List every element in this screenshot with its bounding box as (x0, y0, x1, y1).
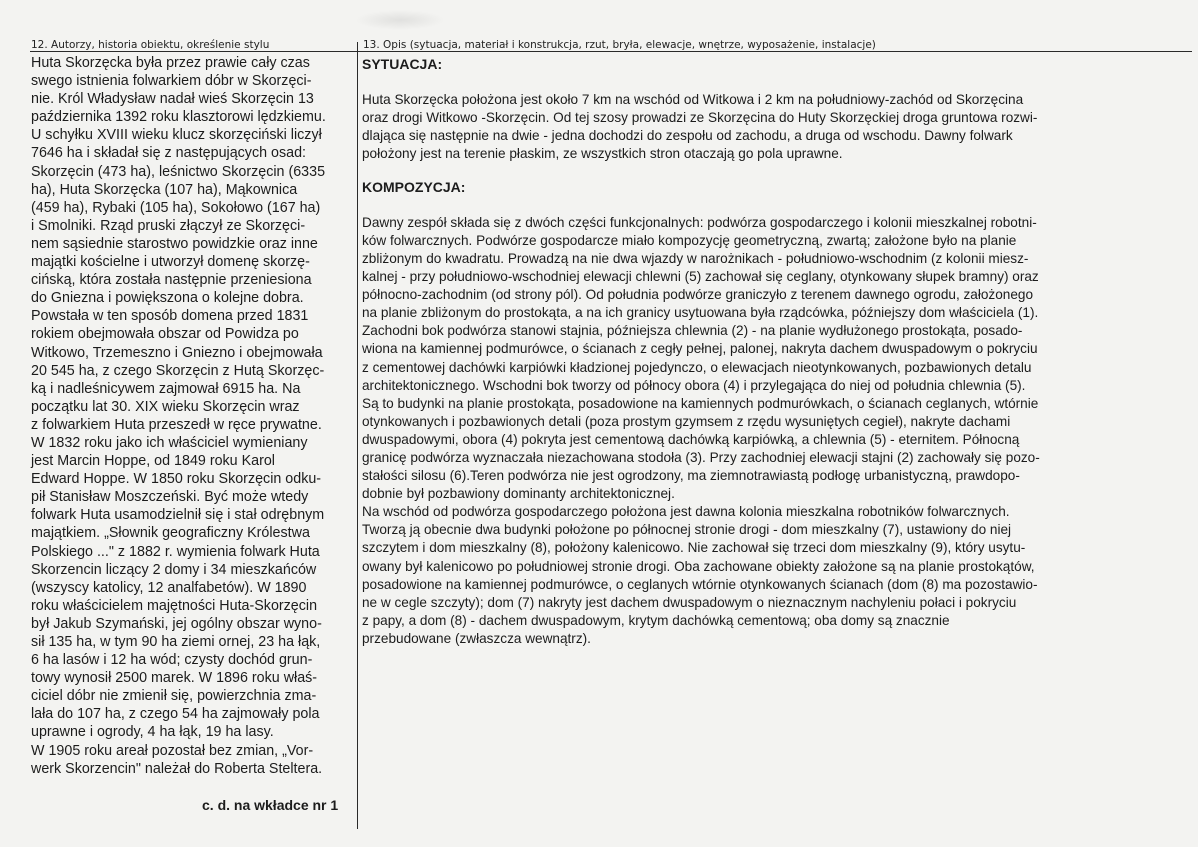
section-13-header: 13. Opis (sytuacja, materiał i konstrukcja, rzut, bryła, elewacje, wnętrze, wyposażenie, instalacje) (363, 39, 876, 51)
kompozycja-line: dwuspadowymi, obora (4) pokryta jest cementową dachówką karpiówką, a chlewnia (5) - eternitem. Północną (362, 431, 1020, 447)
kompozycja-line: otynkowanych i pozbawionych detali (poza prostym gzymsem z rzędu wysuniętych cegieł), nakryte dachami (362, 413, 1011, 429)
history-line: Skorzęcin (473 ha), leśnictwo Skorzęcin (6335 (31, 163, 326, 180)
scan-smudge (355, 10, 445, 30)
sytuacja-line: dlająca się następnie na dwie - jedna dochodzi do zespołu od zachodu, a druga od wschodu. Dawny folwark (362, 128, 1013, 144)
history-line: Skorzencin liczący 2 domy i 34 mieszkańców (31, 561, 317, 578)
kompozycja-line: Tworzą ją obecnie dwa budynki położone po północnej stronie drogi - dom mieszkalny (7), ustawiony do niej (362, 522, 1012, 538)
history-line: z folwarkiem Huta przeszedł w ręce prywatne. (31, 416, 322, 433)
kompozycja-line: północno-zachodnim (od strony pól). Od południa podwórze graniczyło z terenem dawnego ogrodu, założonego (362, 287, 1034, 303)
history-line: Polskiego ..." z 1882 r. wymienia folwark Huta (31, 543, 320, 560)
kompozycja-line: dobnie był pozbawiony dominanty architektonicznej. (362, 486, 675, 502)
history-line: ha), Huta Skorzęcka (107 ha), Mąkownica (31, 181, 298, 198)
kompozycja-line: na planie zbliżonym do prostokąta, a na ich granicy usytuowana była rządcówka, późniejszy dom właściciela (1). (362, 305, 1039, 321)
history-line: uprawne i ogrody, 4 ha łąk, 19 ha lasy. (31, 724, 274, 741)
kompozycja-line: zbliżonym do kwadratu. Prowadzą na nie dwa wjazdy w narożnikach - południowo-wschodnim (z kolonii miesz- (362, 250, 1029, 266)
history-line: nie. Król Władysław nadał wieś Skorzęcin 13 (31, 91, 314, 108)
description-text (362, 55, 1152, 648)
history-line: roku właścicielem majętności Huta-Skorzęcin (31, 597, 318, 614)
history-line: rokiem obejmowała obszar od Powidza po (31, 326, 299, 343)
section-12-header: 12. Autorzy, historia obiektu, określenie stylu (31, 39, 270, 51)
history-line: października 1392 roku klasztorowi lędzkiemu. (31, 109, 326, 126)
history-line: cińską, która została następnie przeniesiona (31, 272, 312, 289)
kompozycja-line: z papy, a dom (8) - dachem dwuspadowym, krytym dachówką cementową; oba domy są znacznie (362, 612, 950, 628)
history-line: ką i nadleśnicywem zajmował 6915 ha. Na (31, 380, 301, 397)
history-line: W 1832 roku jako ich właściciel wymieniany (31, 434, 308, 451)
history-line: Witkowo, Trzemeszno i Gniezno i obejmowała (31, 344, 323, 361)
kompozycja-line: owany był kalenicowo po południowej stronie drogi. Oba zachowane obiekty założone są na planie prostokątów, (362, 558, 1035, 574)
sytuacja-heading: SYTUACJA: (362, 56, 443, 72)
history-line: folwark Huta usamodzielnił się i stał odrębnym (31, 507, 325, 524)
history-line: i Smolniki. Rząd pruski złączył ze Skorzęci- (31, 217, 306, 234)
history-line: 6 ha lasów i 12 ha wód; czysty dochód grun- (31, 652, 313, 669)
history-line: majątki kościelne i utworzył domenę skorzę- (31, 254, 310, 271)
history-line: Edward Hoppe. W 1850 roku Skorzęcin odku- (31, 471, 322, 488)
kompozycja-line: ków folwarcznych. Podwórze gospodarcze miało kompozycję geometryczną, zwartą; założone było na planie (362, 232, 1017, 248)
history-line: pił Stanisław Moszczeński. Być może wtedy (31, 489, 309, 506)
kompozycja-line: szczytem i dom mieszkalny (8), położony kalenicowo. Nie zachował się trzeci dom mieszkalny (9), który usytu- (362, 540, 1026, 556)
history-line: ciciel dóbr nie zmienił się, powierzchnia zma- (31, 688, 317, 705)
kompozycja-line: architektonicznego. Wschodni bok tworzy od północy obora (4) i przylegająca do niej od południa chlewnia (5). (362, 377, 1026, 393)
kompozycja-line: ne w cegle szczyty); dom (7) nakryty jest dachem dwuspadowym o nieznacznym nachyleniu połaci i pokryciu (362, 594, 1017, 610)
history-line: nem sąsiednie starostwo powidzkie oraz inne (31, 235, 318, 252)
history-line: (wszyscy katolicy, 12 analfabetów). W 1890 (31, 579, 307, 596)
history-line: był Jakub Szymański, jej ogólny obszar wyno- (31, 615, 322, 632)
history-line: U schyłku XVIII wieku klucz skorzęciński liczył (31, 127, 322, 144)
history-line: majątkiem. „Słownik geograficzny Królestwa (31, 525, 310, 542)
sytuacja-paragraph (362, 91, 1152, 163)
kompozycja-line: Zachodni bok podwórza stanowi stajnia, późniejsza chlewnia (2) - na planie wydłużonego prostokąta, posado- (362, 323, 1023, 339)
history-line: W 1905 roku areał pozostał bez zmian, „Vor- (31, 742, 314, 759)
kompozycja-line: przebudowane (zwłaszcza wewnątrz). (362, 630, 591, 646)
kompozycja-line: z cementowej dachówki karpiówki kładzionej pojedynczo, o elewacjach nieotynkowanych, pozbawionych detalu (362, 359, 1032, 375)
sytuacja-line: Huta Skorzęcka położona jest około 7 km na wschód od Witkowa i 2 km na południowy-zachód od Skorzęcina (362, 92, 1024, 108)
history-text (31, 54, 355, 778)
header-divider (30, 51, 1192, 52)
kompozycja-line: Dawny zespół składa się z dwóch części funkcjonalnych: podwórza gospodarczego i kolonii mieszkalnej robotni- (362, 214, 1037, 230)
history-line: jest Marcin Hoppe, od 1849 roku Karol (31, 453, 275, 470)
sytuacja-line: położony jest na terenie płaskim, ze wszystkich stron otaczają go pola uprawne. (362, 146, 843, 162)
history-line: sił 135 ha, w tym 90 ha ziemi ornej, 23 ha łąk, (31, 634, 321, 650)
history-line: 20 545 ha, z czego Skorzęcin z Hutą Skorzęc- (31, 362, 325, 379)
history-line: (459 ha), Rybaki (105 ha), Sokołowo (167 ha) (31, 199, 321, 216)
kompozycja-line: wiona na kamiennej podmurówce, o ścianach z cegły pełnej, palonej, nakryta dachem dwuspadowym o pokryciu (362, 341, 1038, 357)
kompozycja-line: stałości silosu (6).Teren podwórza nie jest ogrodzony, ma ziemnotrawiastą podłogę urbanistyczną, prawdopo- (362, 468, 1020, 484)
history-line: werk Skorzencin" należał do Roberta Steltera. (31, 760, 323, 777)
kompozycja-line: Są to budynki na planie prostokąta, posadowione na kamiennych podmurówkach, o ścianach ceglanych, wtórnie (362, 395, 1039, 411)
history-line: lała do 107 ha, z czego 54 ha zajmowały pola (31, 706, 320, 723)
kompozycja-line: kalnej - przy południowo-wschodniej elewacji chlewni (5) zachował się ceglany, otynkowany słupek bramny) oraz (362, 269, 1039, 285)
history-line: Powstała w ten sposób domena przed 1831 (31, 308, 309, 325)
kompozycja-line: granicę podwórza wyznaczała niezachowana stodoła (3). Przy zachodniej elewacji stajni (2) zachowały się pozo- (362, 449, 1040, 465)
history-line: 7646 ha i składał się z następujących osad: (31, 145, 306, 162)
continuation-note: c. d. na wkładce nr 1 (202, 797, 339, 813)
history-line: początku lat 30. XIX wieku Skorzęcin wraz (31, 398, 300, 415)
kompozycja-paragraph (362, 214, 1152, 648)
kompozycja-heading: KOMPOZYCJA: (362, 178, 466, 195)
history-line: do Gniezna i powiększona o kolejne dobra. (31, 290, 304, 307)
kompozycja-line: Na wschód od podwórza gospodarczego położona jest dawna kolonia mieszkalna robotników folwarcznych. (362, 504, 1010, 520)
column-divider (357, 42, 358, 829)
history-line: towy wynosił 2500 marek. W 1896 roku właś- (31, 670, 318, 687)
sytuacja-line: oraz drogi Witkowo -Skorzęcin. Od tej szosy prowadzi ze Skorzęcina do Huty Skorzęckiej droga gruntowa rozwi- (362, 110, 1038, 126)
history-line: swego istnienia folwarkiem dóbr w Skorzęci- (31, 73, 312, 90)
kompozycja-line: posadowione na kamiennej podmurówce, o ceglanych wtórnie otynkowanych ścianach (dom (8) ma pozostawio- (362, 576, 1038, 592)
history-line: Huta Skorzęcka była przez prawie cały czas (31, 55, 310, 71)
